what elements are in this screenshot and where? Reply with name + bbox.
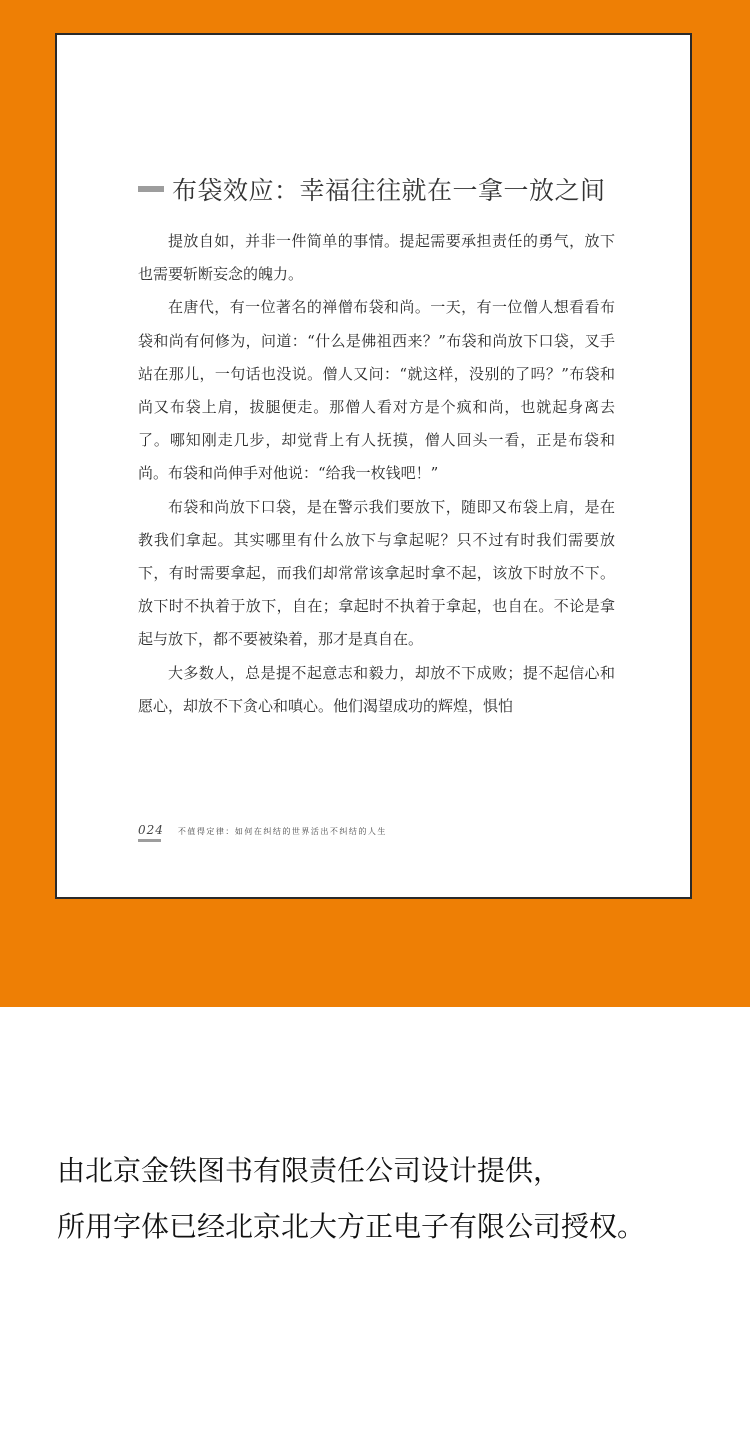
section-title-row — [138, 171, 606, 207]
paragraph: 布袋和尚放下口袋，是在警示我们要放下，随即又布袋上肩，是在教我们拿起。其实哪里有什么放下与拿起呢？只不过有时我们需要放下，有时需要拿起，而我们却常常该拿起时拿不起，该放下时放不下。放下时不执着于放下，自在；拿起时不执着于拿起，也自在。不论是拿起与放下，都不要被染着，那才是真自在。 — [138, 497, 615, 649]
footer-accent-bar — [138, 839, 161, 842]
page-footer — [138, 823, 387, 837]
credits-line-2: 所用字体已经北京北大方正电子有限公司授权。 — [57, 1210, 646, 1243]
book-page-preview — [55, 33, 692, 899]
paragraph: 大多数人，总是提不起意志和毅力，却放不下成败；提不起信心和愿心，却放不下贪心和嗔心。他们渴望成功的辉煌，惧怕 — [138, 663, 615, 715]
paragraph: 提放自如，并非一件简单的事情。提起需要承担责任的勇气，放下也需要斩断妄念的魄力。 — [138, 232, 615, 284]
running-title: 不值得定律：如何在纠结的世界活出不纠结的人生 — [177, 827, 387, 836]
page-number: 024 — [138, 823, 164, 837]
credits-line-1: 由北京金铁图书有限责任公司设计提供， — [57, 1154, 562, 1187]
credits-notice — [57, 1143, 645, 1255]
title-accent-bar — [138, 186, 164, 192]
section-title: 布袋效应：幸福往往就在一拿一放之间 — [172, 176, 606, 205]
paragraph: 在唐代，有一位著名的禅僧布袋和尚。一天，有一位僧人想看看布袋和尚有何修为，问道：“什么是佛祖西来？”布袋和尚放下口袋，叉手站在那儿，一句话也没说。僧人又问：“就这样，没别的了吗？”布袋和尚又布袋上肩，拔腿便走。那僧人看对方是个疯和尚，也就起身离去了。哪知刚走几步，却觉背上有人抚摸，僧人回头一看，正是布袋和尚。布袋和尚伸手对他说：“给我一枚钱吧！” — [138, 298, 615, 483]
body-text — [138, 225, 615, 723]
